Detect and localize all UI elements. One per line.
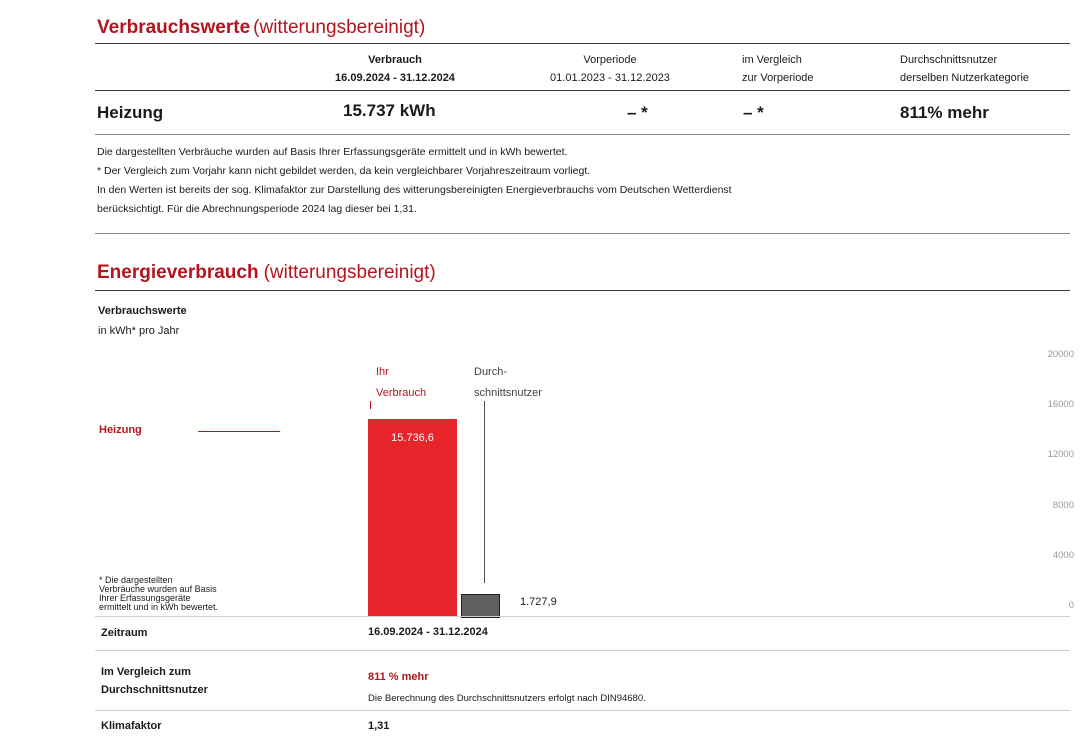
section2-top-rule (95, 290, 1070, 291)
values-label: Verbrauchswerte (98, 305, 187, 317)
legend-pointer-gray (484, 401, 485, 583)
y-tick-label: 16000 (1047, 399, 1074, 411)
row-heizung-consumption: 15.737 kWh (343, 101, 436, 120)
y-tick-label: 8000 (1052, 499, 1074, 511)
section1-notes: Die dargestellten Verbräuche wurden auf Basis Ihrer Erfassungsgeräte ermittelt und in kWh bewertet. * Der Vergleich zum Vorjahr kann nicht gebildet werden, da kein vergleichbarer Vorjahreszeitraum vorliegt. In den Werten ist bereits der sog. Klimafaktor zur Darstellung des witterungsbereinigten Energieverbrauchs vom Deutschen Wetterdienst berücksichtigt. Für die Abrechnungsperiode 2024 lag dieser bei 1,31. (97, 146, 732, 215)
klima-label: Klimafaktor (101, 720, 162, 732)
legend-durchschnittsnutzer: Durch- schnittsnutzer (474, 366, 542, 399)
row-heizung-compare: – * (743, 103, 764, 122)
compare-label: Im Vergleich zum Durchschnittsnutzer (101, 666, 208, 696)
compare-value: 811 % mehr (368, 671, 429, 683)
section1-bottom-rule (95, 233, 1070, 234)
col-prev-header: Vorperiode 01.01.2023 - 31.12.2023 (550, 54, 670, 84)
period-rule (95, 650, 1070, 651)
row-heizung-label: Heizung (97, 103, 164, 122)
section1-top-rule (95, 43, 1070, 44)
row-heizung-avg: 811% mehr (900, 103, 989, 122)
section1-row-rule (95, 134, 1070, 135)
legend-pointer-red (370, 401, 371, 409)
period-value: 16.09.2024 - 31.12.2024 (368, 626, 488, 638)
col-consumption-header: Verbrauch 16.09.2024 - 31.12.2024 (335, 54, 455, 84)
section1-header-rule (95, 90, 1070, 91)
period-label: Zeitraum (101, 627, 148, 639)
compare-note: Die Berechnung des Durchschnittsnutzers erfolgt nach DIN94680. (368, 693, 646, 704)
chart-category-line (198, 431, 280, 432)
section2-title: Energieverbrauch (witterungsbereinigt) (97, 262, 436, 283)
row-heizung-prev: – * (627, 103, 648, 122)
y-tick-label: 20000 (1047, 349, 1074, 360)
col-compare-header: im Vergleich zur Vorperiode (742, 54, 814, 84)
values-unit: in kWh* pro Jahr (98, 325, 180, 337)
bar-durchschnittsnutzer-label: 1.727,9 (520, 596, 557, 608)
y-tick-label: 4000 (1052, 549, 1074, 561)
chart-baseline-rule (95, 616, 1070, 617)
y-tick-label: 12000 (1047, 449, 1074, 461)
chart-footnote: * Die dargestellten Verbräuche wurden auf Basis Ihrer Erfassungsgeräte ermittelt und in kWh bewertet. (99, 575, 219, 612)
chart-category-label: Heizung (99, 424, 142, 436)
compare-rule (95, 710, 1070, 711)
y-tick-label: 0 (1068, 600, 1074, 611)
bar-durchschnittsnutzer (461, 594, 500, 618)
bar-ihr-verbrauch (368, 419, 457, 616)
col-avg-header: Durchschnittsnutzer derselben Nutzerkategorie (900, 54, 1030, 84)
legend-ihr-verbrauch: Ihr Verbrauch (376, 366, 427, 399)
bar-ihr-verbrauch-label: 15.736,6 (391, 431, 434, 444)
section1-title: Verbrauchswerte (witterungsbereinigt) (97, 17, 426, 38)
klima-value: 1,31 (368, 720, 390, 732)
